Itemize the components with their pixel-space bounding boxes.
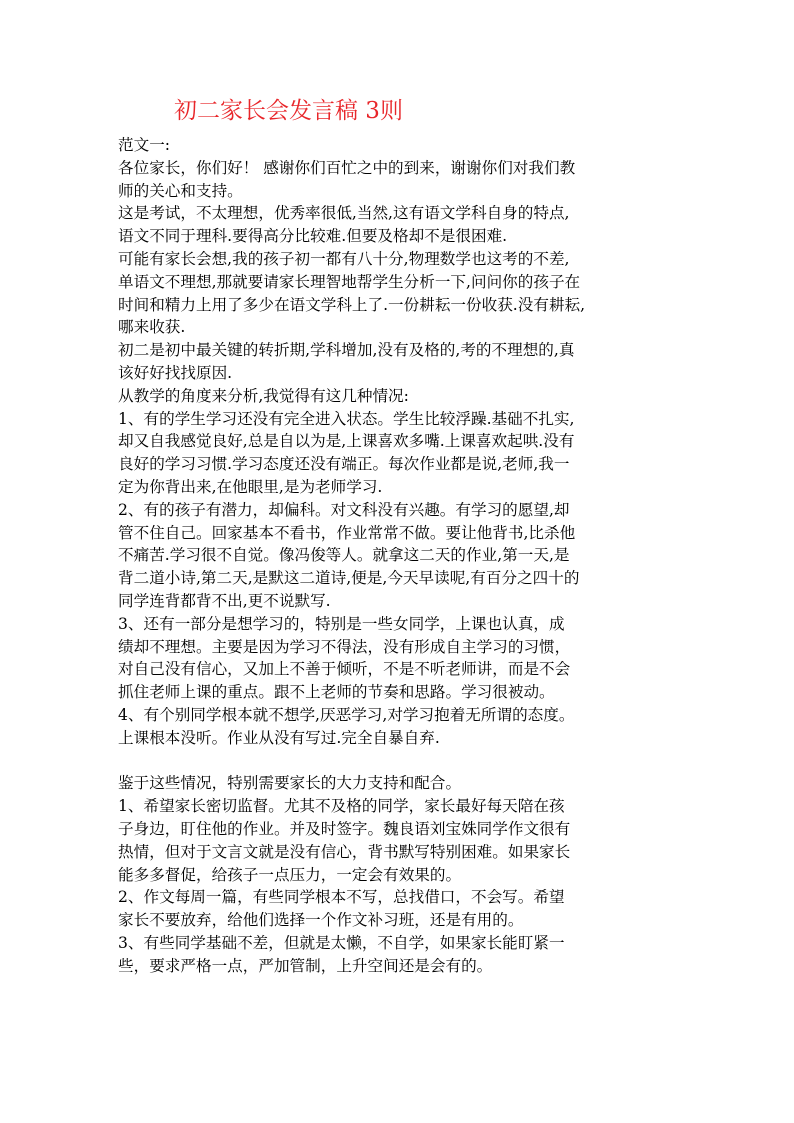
text-line: 不痛苦.学习很不自觉。像冯俊等人。就拿这二天的作业,第一天,是 — [118, 546, 570, 565]
text-line: 该好好找找原因. — [118, 363, 233, 382]
text-line: 定为你背出来,在他眼里,是为老师学习. — [118, 477, 383, 496]
text-line: 1、有的学生学习还没有完全进入状态。学生比较浮躁.基础不扎实, — [118, 409, 575, 428]
text-line: 1、希望家长密切监督。尤其不及格的同学，家长最好每天陪在孩 — [118, 797, 565, 816]
text-line: 家长不要放弃，给他们选择一个作文补习班，还是有用的。 — [118, 911, 524, 930]
text-line: 背二道小诗,第二天,是默这二道诗,便是,今天早读呢,有百分之四十的 — [118, 569, 580, 588]
blank-line — [118, 750, 684, 773]
text-line: 抓住老师上课的重点。跟不上老师的节奏和思路。学习很被动。 — [118, 683, 555, 702]
text-line: 同学连背都背不出,更不说默写. — [118, 591, 331, 610]
text-line: 初二是初中最关键的转折期,学科增加,没有及格的,考的不理想的,真 — [118, 341, 575, 360]
text-line: 上课根本没听。作业从没有写过.完全自暴自弃. — [118, 728, 440, 747]
text-line: 能多多督促，给孩子一点压力，一定会有效果的。 — [118, 865, 462, 884]
text-line: 良好的学习习惯.学习态度还没有端正。每次作业都是说,老师,我一 — [118, 455, 570, 474]
text-line: 各位家长，你们好！ 感谢你们百忙之中的到来，谢谢你们对我们教 — [118, 158, 576, 177]
text-line: 2、有的孩子有潜力，却偏科。对文科没有兴趣。有学习的愿望,却 — [118, 500, 570, 519]
text-line: 却又自我感觉良好,总是自以为是,上课喜欢多嘴.上课喜欢起哄.没有 — [118, 432, 575, 451]
text-line: 2、作文每周一篇，有些同学根本不写，总找借口，不会写。希望 — [118, 888, 565, 907]
text-line: 些，要求严格一点，严加管制，上升空间还是会有的。 — [118, 956, 493, 975]
text-line: 绩却不理想。主要是因为学习不得法，没有形成自主学习的习惯， — [118, 637, 571, 656]
text-line: 这是考试，不太理想，优秀率很低,当然,这有语文学科自身的特点, — [118, 204, 570, 223]
document-title: 初二家长会发言稿 3则 — [174, 98, 403, 124]
text-line: 从教学的角度来分析,我觉得有这几种情况: — [118, 386, 409, 405]
text-line: 子身边，盯住他的作业。并及时签字。魏良语刘宝姝同学作文很有 — [118, 819, 571, 838]
text-line: 师的关心和支持。 — [118, 181, 243, 200]
text-line: 3、还有一部分是想学习的，特别是一些女同学，上课也认真，成 — [118, 614, 565, 633]
text-line: 语文不同于理科.要得高分比较难.但要及格却不是很困难. — [118, 227, 508, 246]
text-line: 范文一: — [118, 136, 171, 154]
text-line: 鉴于这些情况，特别需要家长的大力支持和配合。 — [118, 774, 462, 793]
text-line: 3、有些同学基础不差，但就是太懒，不自学，如果家长能盯紧一 — [118, 933, 565, 952]
text-line: 时间和精力上用了多少在语文学科上了.一份耕耘一份收获.没有耕耘, — [118, 295, 586, 314]
text-line: 可能有家长会想,我的孩子初一都有八十分,物理数学也这考的不差, — [118, 249, 570, 268]
text-line: 哪来收获. — [118, 318, 186, 337]
text-line: 单语文不理想,那就要请家长理智地帮学生分析一下,问问你的孩子在 — [118, 272, 581, 291]
text-line: 4、有个别同学根本就不想学,厌恶学习,对学习抱着无所谓的态度。 — [118, 705, 575, 724]
text-line: 热情，但对于文言文就是没有信心，背书默写特别困难。如果家长 — [118, 842, 571, 861]
text-line: 管不住自己。回家基本不看书，作业常常不做。要让他背书,比杀他 — [118, 523, 576, 542]
text-line: 对自己没有信心，又加上不善于倾听，不是不听老师讲，而是不会 — [118, 660, 571, 679]
document-body — [118, 134, 684, 977]
